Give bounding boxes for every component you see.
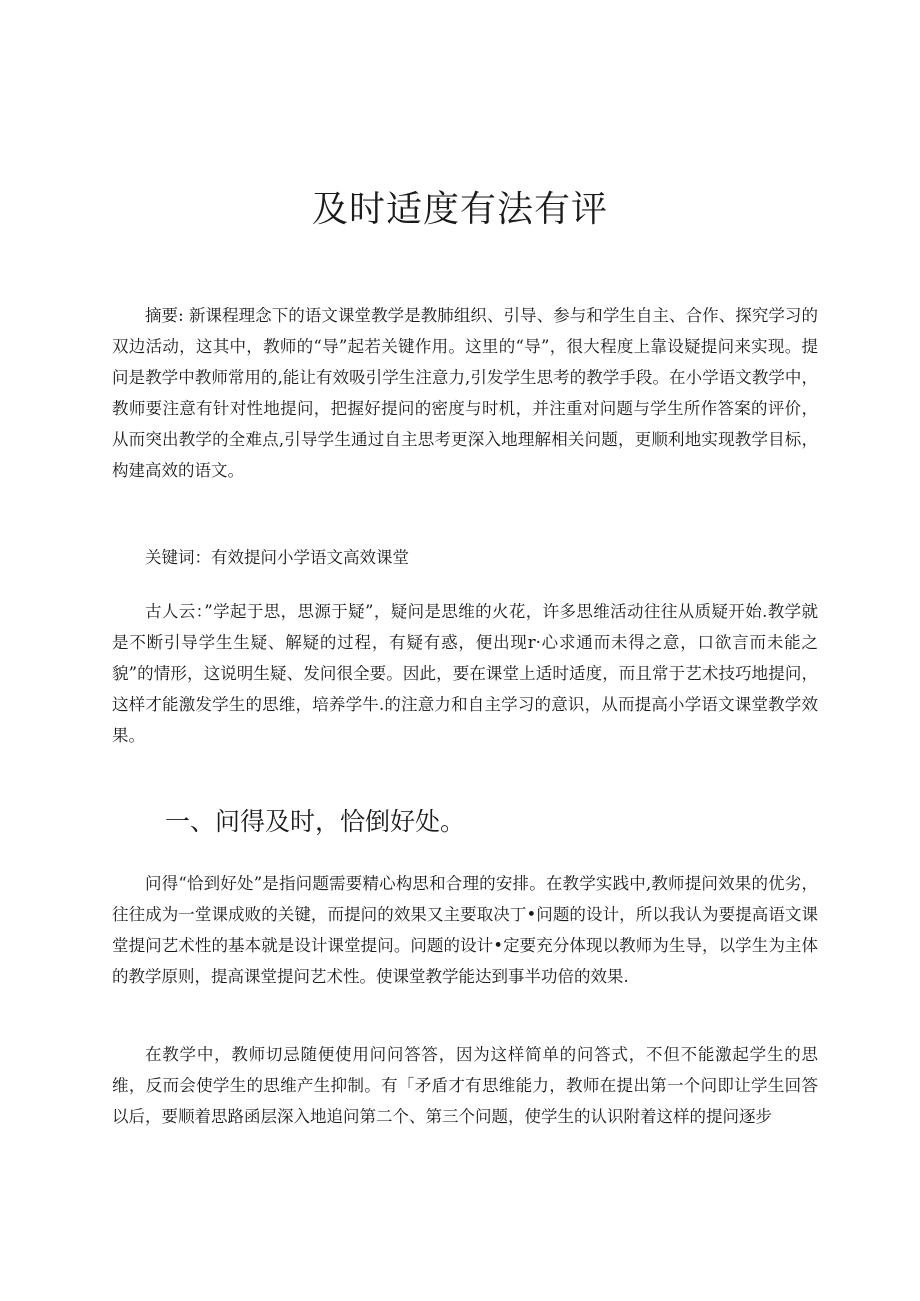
section-paragraph-1: 问得“恰到好处”是指问题需要精心构思和合理的安排。在教学实践中,教师提问效果的优劣，往往成为一堂课成败的关键，而提问的效果又主要取决丁•问题的设计，所以我认为要提高语文课堂提问艺术性的基本就是设计课堂提问。问题的设计•定要充分体现以教师为生导，以学生为主体的教学原则，提高课堂提问艺术性。使课堂教学能达到事半功倍的效果. — [112, 874, 818, 986]
section-paragraph-block-2 — [112, 1039, 818, 1132]
abstract-block — [112, 300, 818, 486]
abstract-paragraph: 摘要: 新课程理念下的语文课堂教学是教肺组织、引导、参与和学生自主、合作、探究学习的双边活动，这其中，教师的“导”起若关键作用。这里的“导”，很大程度上靠设疑提问来实现。提问是教学中教师常用的,能让有效吸引学生注意力,引发学生思考的教学手段。在小学语文教学中，教师要注意有针对性地提问，把握好提问的密度与时机，并注重对问题与学生所作答案的评价，从而突出教学的全难点,引导学生通过自主思考更深入地理解相关问题，更顺利地实现教学目标，构建高效的语文。 — [112, 306, 818, 480]
section-heading: 一、问得及时，恰倒好处。 — [165, 807, 466, 836]
keywords-line: 关键词：有效提问小学语文高效课堂 — [145, 548, 409, 567]
page-title: 及时适度有法有评 — [311, 189, 608, 231]
keywords-block — [112, 542, 818, 573]
intro-paragraph: 古人云：”学起于思，思源于疑”，疑问是思维的火花，许多思维活动往往从质疑开始.教学就是不断引导学生生疑、解疑的过程，有疑有惑，便出现r·心求通而未得之意，口欲言而未能之貌”的情形，这说明生疑、发问很全要。因此，要在课堂上适时适度，而且常于艺术技巧地提问，这样才能激发学生的思维，培养学牛.的注意力和自主学习的意识，从而提高小学语文课堂教学效果。 — [112, 602, 818, 745]
section-paragraph-block-1 — [112, 868, 818, 992]
section-paragraph-2: 在教学中，教师切忌随便使用问问答答，因为这样简单的问答式，不但不能激起学生的思维，反而会使学生的思维产生抑制。有「矛盾才有思维能力，教师在提出第一个问即让学生回答以后，要顺着思路函层深入地追问第二个、第三个问题，使学生的认识附着这样的提问逐步 — [112, 1045, 818, 1126]
intro-block — [112, 596, 818, 751]
